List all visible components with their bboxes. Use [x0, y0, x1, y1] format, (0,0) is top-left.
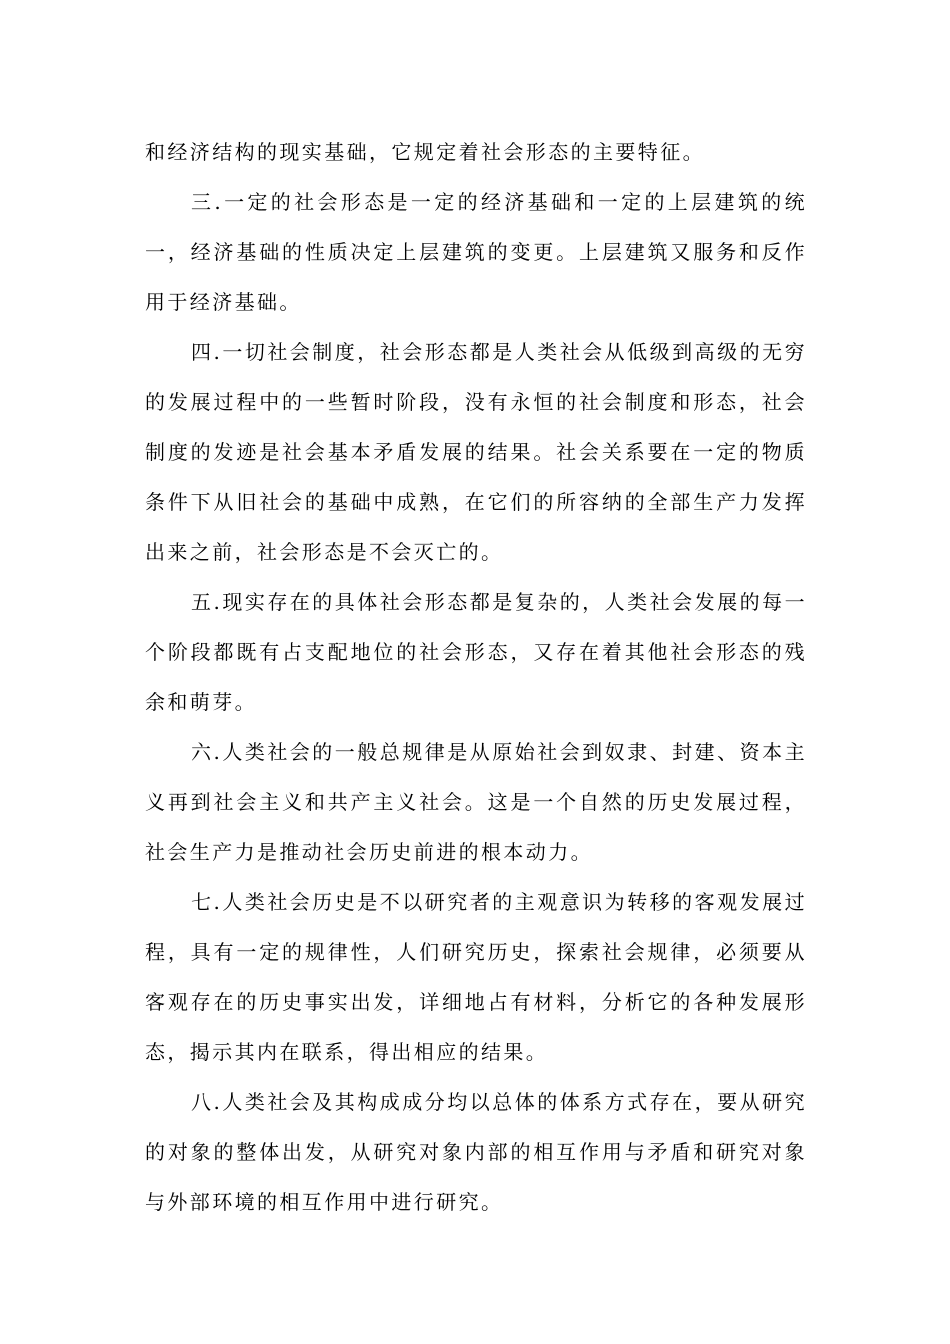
paragraph-8: 八.人类社会及其构成成分均以总体的体系方式存在，要从研究的对象的整体出发，从研究对象内部的相互作用与矛盾和研究对象与外部环境的相互作用中进行研究。 [145, 1090, 807, 1214]
document-body [145, 127, 807, 1227]
paragraph-4: 四.一切社会制度，社会形态都是人类社会从低级到高级的无穷的发展过程中的一些暂时阶段，没有永恒的社会制度和形态，社会制度的发迹是社会基本矛盾发展的结果。社会关系要在一定的物质条件下从旧社会的基础中成熟，在它们的所容纳的全部生产力发挥出来之前，社会形态是不会灭亡的。 [145, 340, 807, 564]
paragraph-7: 七.人类社会历史是不以研究者的主观意识为转移的客观发展过程，具有一定的规律性，人们研究历史，探索社会规律，必须要从客观存在的历史事实出发，详细地占有材料，分析它的各种发展形态，揭示其内在联系，得出相应的结果。 [145, 890, 807, 1064]
paragraph-6: 六.人类社会的一般总规律是从原始社会到奴隶、封建、资本主义再到社会主义和共产主义社会。这是一个自然的历史发展过程，社会生产力是推动社会历史前进的根本动力。 [145, 740, 807, 864]
paragraph-5: 五.现实存在的具体社会形态都是复杂的，人类社会发展的每一个阶段都既有占支配地位的社会形态，又存在着其他社会形态的残余和萌芽。 [145, 590, 807, 714]
paragraph-3: 三.一定的社会形态是一定的经济基础和一定的上层建筑的统一，经济基础的性质决定上层建筑的变更。上层建筑又服务和反作用于经济基础。 [145, 190, 807, 314]
paragraph-continuation: 和经济结构的现实基础，它规定着社会形态的主要特征。 [145, 140, 705, 164]
